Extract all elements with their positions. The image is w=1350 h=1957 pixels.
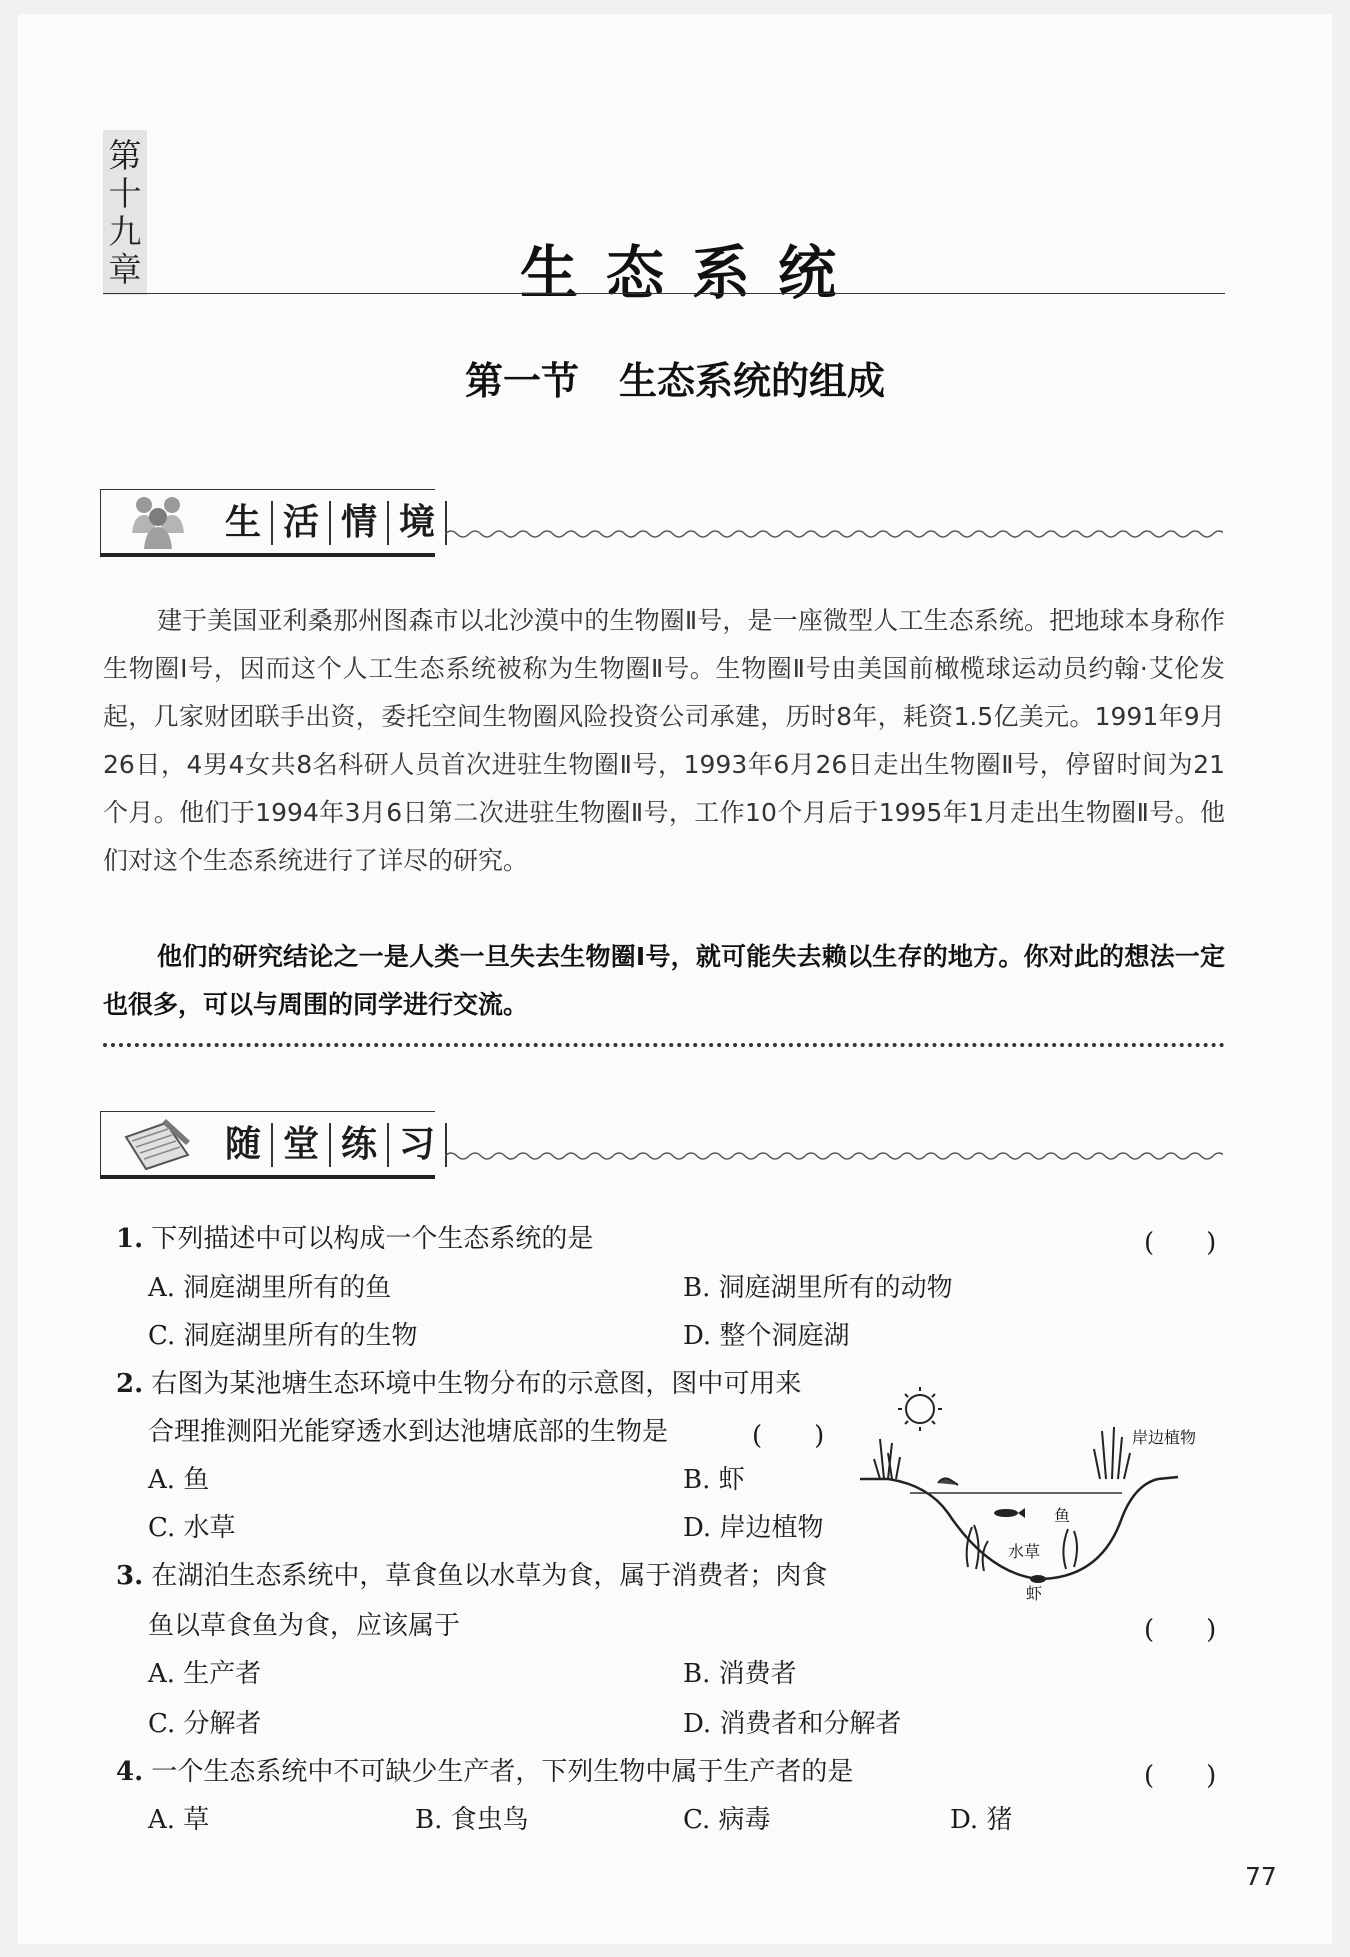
chapter-tab bbox=[103, 130, 147, 295]
option-d[interactable]: D. 岸边植物 bbox=[683, 1513, 824, 1543]
option-b[interactable]: B. 消费者 bbox=[683, 1659, 797, 1689]
context-paragraph: 建于美国亚利桑那州图森市以北沙漠中的生物圈Ⅱ号，是一座微型人工生态系统。把地球本身称作生物圈Ⅰ号，因而这个人工生态系统被称为生物圈Ⅱ号。生物圈Ⅱ号由美国前橄榄球运动员约翰·艾伦发起，几家财团联手出资，委托空间生物圈风险投资公司承建，历时8年，耗资1.5亿美元。1991年9月26日，4男4女共8名科研人员首次进驻生物圈Ⅱ号，1993年6月26日走出生物圈Ⅱ号，停留时间为21个月。他们于1994年3月6日第二次进驻生物圈Ⅱ号，工作10个月后于1995年1月走出生物圈Ⅱ号。他们对这个生态系统进行了详尽的研究。 bbox=[103, 606, 1225, 875]
question-stem: 右图为某池塘生态环境中生物分布的示意图，图中可用来 bbox=[151, 1369, 802, 1399]
heading-text bbox=[225, 501, 447, 545]
answer-blank[interactable]: ( ) bbox=[752, 1421, 825, 1451]
heading-char: 活 bbox=[273, 501, 331, 545]
shore-plant-right bbox=[1094, 1427, 1130, 1479]
question-stem-cont: 鱼以草食鱼为食，应该属于 bbox=[148, 1611, 461, 1641]
option-a[interactable]: A. 鱼 bbox=[148, 1465, 210, 1495]
answer-blank[interactable]: ( ) bbox=[1144, 1615, 1217, 1645]
chapter-tab-char: 九 bbox=[108, 212, 142, 252]
question-number: 3. bbox=[116, 1561, 144, 1591]
option-c[interactable]: C. 病毒 bbox=[683, 1805, 771, 1835]
question-3 bbox=[116, 1559, 827, 1593]
pond-diagram bbox=[858, 1383, 1218, 1601]
heading-char: 生 bbox=[225, 501, 273, 545]
chapter-tab-char: 章 bbox=[108, 250, 142, 290]
section-title bbox=[0, 350, 1350, 405]
option-d[interactable]: D. 整个洞庭湖 bbox=[683, 1321, 850, 1351]
answer-blank[interactable]: ( ) bbox=[1144, 1228, 1217, 1258]
fish-icon bbox=[994, 1508, 1025, 1518]
heading-char: 习 bbox=[389, 1123, 447, 1167]
section-number: 第一节 bbox=[464, 358, 579, 403]
heading-char: 堂 bbox=[273, 1123, 331, 1167]
page-number: 77 bbox=[1245, 1862, 1277, 1891]
option-b[interactable]: B. 虾 bbox=[683, 1465, 745, 1495]
answer-blank[interactable]: ( ) bbox=[1144, 1761, 1217, 1791]
question-number: 1. bbox=[116, 1224, 144, 1254]
fish-label: 鱼 bbox=[1054, 1506, 1071, 1525]
chapter-tab-char: 十 bbox=[108, 173, 142, 213]
context-question: 他们的研究结论之一是人类一旦失去生物圈Ⅰ号，就可能失去赖以生存的地方。你对此的想法一定也很多，可以与周围的同学进行交流。 bbox=[103, 942, 1225, 1019]
option-b[interactable]: B. 洞庭湖里所有的动物 bbox=[683, 1273, 953, 1303]
chapter-rule bbox=[103, 293, 1225, 294]
shrimp-icon bbox=[1030, 1575, 1046, 1583]
notebook-pen-icon bbox=[122, 1115, 194, 1173]
option-c[interactable]: C. 分解者 bbox=[148, 1709, 262, 1739]
option-d[interactable]: D. 猪 bbox=[950, 1805, 1013, 1835]
option-b[interactable]: B. 食虫鸟 bbox=[415, 1805, 529, 1835]
question-stem: 下列描述中可以构成一个生态系统的是 bbox=[151, 1224, 594, 1254]
heading-text bbox=[225, 1123, 447, 1167]
option-c[interactable]: C. 洞庭湖里所有的生物 bbox=[148, 1321, 418, 1351]
option-a[interactable]: A. 洞庭湖里所有的鱼 bbox=[148, 1273, 392, 1303]
heading-char: 随 bbox=[225, 1123, 273, 1167]
water-grass-label: 水草 bbox=[1008, 1542, 1041, 1561]
wavy-rule bbox=[445, 1149, 1223, 1163]
heading-char: 境 bbox=[389, 501, 447, 545]
question-stem: 在湖泊生态系统中，草食鱼以水草为食，属于消费者；肉食 bbox=[151, 1561, 828, 1591]
option-c[interactable]: C. 水草 bbox=[148, 1513, 236, 1543]
question-1 bbox=[116, 1222, 593, 1256]
shore-plant-label: 岸边植物 bbox=[1132, 1428, 1197, 1447]
dotted-divider bbox=[103, 1043, 1225, 1047]
practice-heading bbox=[100, 1111, 1224, 1181]
life-context-heading bbox=[100, 489, 1224, 559]
section-name: 生态系统的组成 bbox=[619, 358, 886, 403]
heading-char: 练 bbox=[331, 1123, 389, 1167]
people-icon bbox=[122, 493, 194, 551]
chapter-tab-char: 第 bbox=[108, 135, 142, 175]
question-number: 4. bbox=[116, 1757, 144, 1787]
question-2 bbox=[116, 1367, 801, 1401]
shrimp-label: 虾 bbox=[1026, 1584, 1043, 1601]
question-stem: 一个生态系统中不可缺少生产者，下列生物中属于生产者的是 bbox=[151, 1757, 854, 1787]
question-4 bbox=[116, 1755, 853, 1789]
shore-plant-left bbox=[874, 1439, 900, 1479]
sun-icon bbox=[898, 1387, 942, 1431]
option-d[interactable]: D. 消费者和分解者 bbox=[683, 1709, 902, 1739]
chapter-title: 生态系统 bbox=[520, 239, 865, 307]
option-a[interactable]: A. 草 bbox=[148, 1805, 210, 1835]
question-number: 2. bbox=[116, 1369, 144, 1399]
question-stem-cont: 合理推测阳光能穿透水到达池塘底部的生物是 bbox=[148, 1417, 669, 1447]
wavy-rule bbox=[445, 527, 1223, 541]
option-a[interactable]: A. 生产者 bbox=[148, 1659, 262, 1689]
heading-char: 情 bbox=[331, 501, 389, 545]
